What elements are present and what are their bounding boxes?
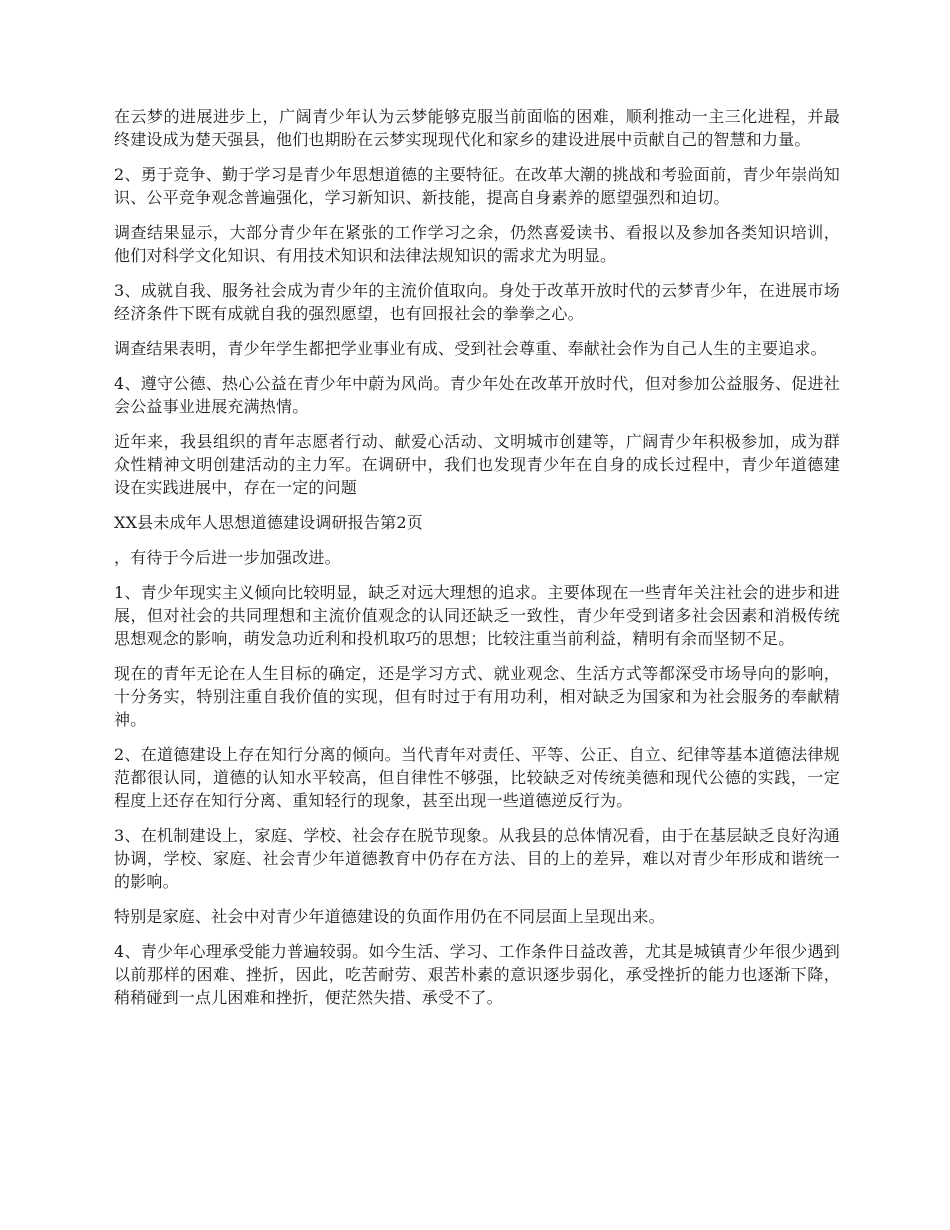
document-page [114, 105, 840, 1021]
paragraph: 4、遵守公德、热心公益在青少年中蔚为风尚。青少年处在改革开放时代，但对参加公益服务、促进社会公益事业进展充满热情。 [114, 374, 840, 416]
paragraph: 现在的青年无论在人生目标的确定，还是学习方式、就业观念、生活方式等都深受市场导向的影响，十分务实，特别注重自我价值的实现，但有时过于有用功利，相对缺乏为国家和为社会服务的奉献精神。 [114, 664, 840, 729]
paragraph: 调查结果显示，大部分青少年在紧张的工作学习之余，仍然喜爱读书、看报以及参加各类知识培训，他们对科学文化知识、有用技术知识和法律法规知识的需求尤为明显。 [114, 223, 840, 265]
paragraph: 3、成就自我、服务社会成为青少年的主流价值取向。身处于改革开放时代的云梦青少年，在进展市场经济条件下既有成就自我的强烈愿望，也有回报社会的拳拳之心。 [114, 281, 840, 323]
paragraph: 4、青少年心理承受能力普遍较弱。如今生活、学习、工作条件日益改善，尤其是城镇青少年很少遇到以前那样的困难、挫折，因此，吃苦耐劳、艰苦朴素的意识逐步弱化，承受挫折的能力也逐渐下降，稍稍碰到一点儿困难和挫折，便茫然失措、承受不了。 [114, 942, 840, 1007]
paragraph: 2、在道德建设上存在知行分离的倾向。当代青年对责任、平等、公正、自立、纪律等基本道德法律规范都很认同，道德的认知水平较高，但自律性不够强，比较缺乏对传统美德和现代公德的实践，一定程度上还存在知行分离、重知轻行的现象，甚至出现一些道德逆反行为。 [114, 745, 840, 810]
paragraph: 3、在机制建设上，家庭、学校、社会存在脱节现象。从我县的总体情况看，由于在基层缺乏良好沟通协调，学校、家庭、社会青少年道德教育中仍存在方法、目的上的差异，难以对青少年形成和谐统一的影响。 [114, 826, 840, 891]
paragraph: 1、青少年现实主义倾向比较明显，缺乏对远大理想的追求。主要体现在一些青年关注社会的进步和进展，但对社会的共同理想和主流价值观念的认同还缺乏一致性，青少年受到诸多社会因素和消极传统思想观念的影响，萌发急功近利和投机取巧的思想；比较注重当前利益，精明有余而坚韧不足。 [114, 583, 840, 648]
paragraph: ，有待于今后进一步加强改进。 [114, 548, 341, 567]
paragraph: 近年来，我县组织的青年志愿者行动、献爱心活动、文明城市创建等，广阔青少年积极参加，成为群众性精神文明创建活动的主力军。在调研中，我们也发现青少年在自身的成长过程中，青少年道德建设在实践进展中，存在一定的问题 [114, 432, 840, 497]
page-heading: XX县未成年人思想道德建设调研报告第2页 [114, 513, 423, 532]
paragraph: 特别是家庭、社会中对青少年道德建设的负面作用仍在不同层面上呈现出来。 [114, 907, 665, 926]
paragraph: 2、勇于竞争、勤于学习是青少年思想道德的主要特征。在改革大潮的挑战和考验面前，青少年崇尚知识、公平竞争观念普遍强化，学习新知识、新技能，提高自身素养的愿望强烈和迫切。 [114, 165, 840, 207]
paragraph: 调查结果表明，青少年学生都把学业事业有成、受到社会尊重、奉献社会作为自己人生的主要追求。 [114, 339, 827, 358]
paragraph: 在云梦的进展进步上，广阔青少年认为云梦能够克服当前面临的困难，顺利推动一主三化进程，并最终建设成为楚天强县，他们也期盼在云梦实现现代化和家乡的建设进展中贡献自己的智慧和力量。 [114, 107, 840, 149]
